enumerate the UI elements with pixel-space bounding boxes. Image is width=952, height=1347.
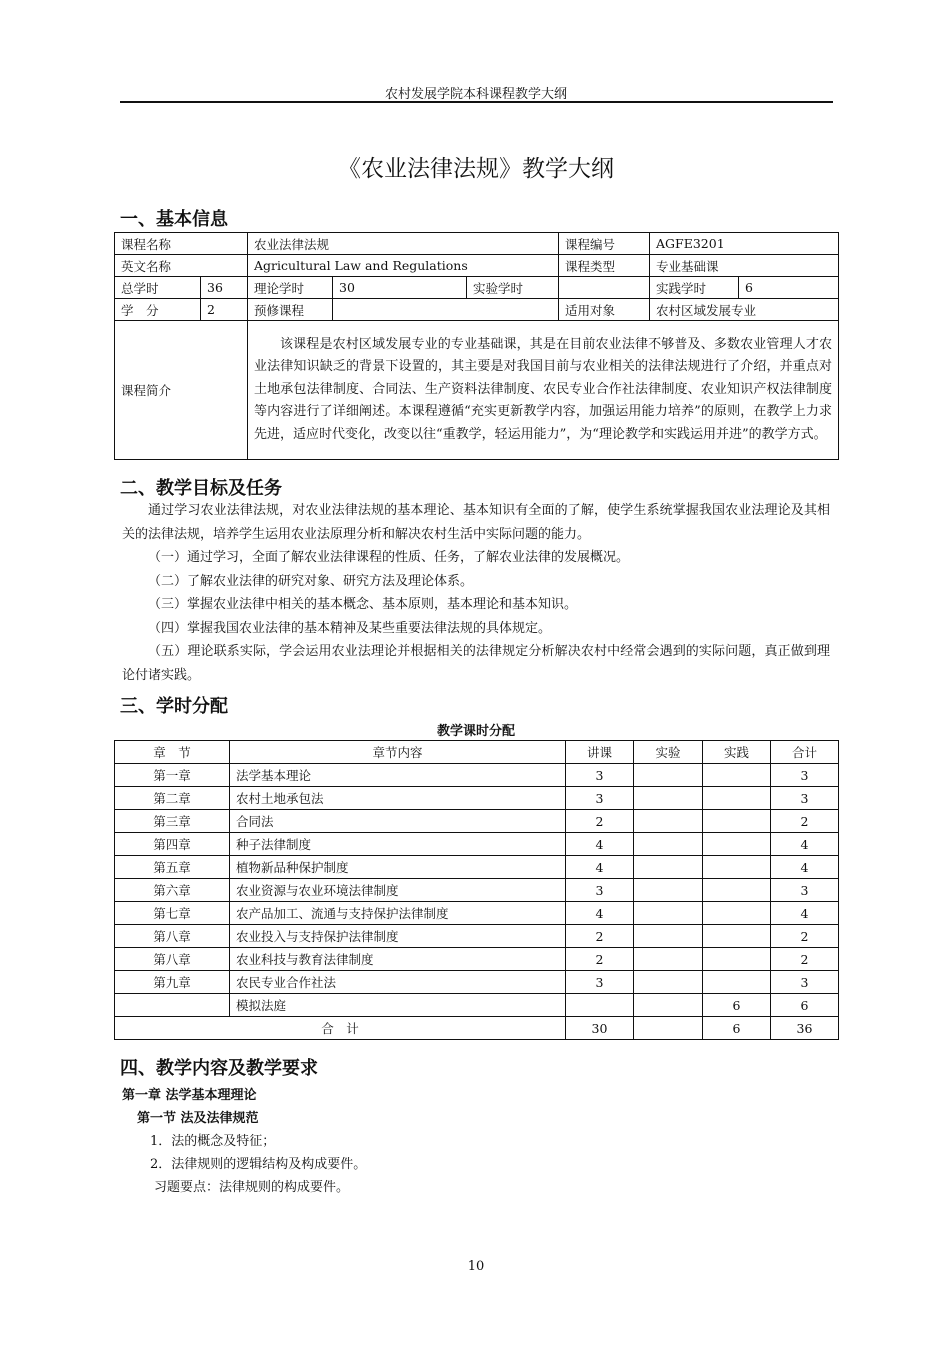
objective-item: （三）掌握农业法律中相关的基本概念、基本原则，基本理论和基本知识。	[148, 597, 578, 612]
content-cell: 农业资源与农业环境法律制度	[230, 879, 566, 902]
lab-cell	[634, 787, 703, 810]
chapter-cell: 第六章	[115, 879, 230, 902]
lecture-cell: 2	[566, 948, 634, 971]
total-cell: 4	[771, 856, 839, 879]
practice-cell	[703, 810, 771, 833]
prereq-value	[333, 299, 559, 321]
practice-cell	[703, 971, 771, 994]
table-row	[115, 994, 839, 1017]
content-cell: 农村土地承包法	[230, 787, 566, 810]
total-lecture-cell: 30	[566, 1017, 634, 1040]
objectives-block	[122, 499, 830, 687]
column-header-chapter: 章 节	[115, 741, 230, 764]
table-row	[115, 764, 839, 787]
section-heading-objectives: 二、教学目标及任务	[120, 478, 282, 499]
exercise-note: 习题要点：法律规则的构成要件。	[154, 1180, 350, 1195]
chapter-cell: 第三章	[115, 810, 230, 833]
content-cell: 合同法	[230, 810, 566, 833]
total-cell: 3	[771, 764, 839, 787]
lecture-cell: 2	[566, 925, 634, 948]
practice-cell	[703, 948, 771, 971]
lab-cell	[634, 948, 703, 971]
practice-cell	[703, 833, 771, 856]
chapter-cell: 第一章	[115, 764, 230, 787]
total-cell: 2	[771, 925, 839, 948]
table-row	[115, 277, 839, 299]
total-row-label: 合 计	[115, 1017, 566, 1040]
document-title: 《农业法律法规》教学大纲	[338, 156, 614, 182]
lab-cell	[634, 902, 703, 925]
total-cell: 4	[771, 833, 839, 856]
chapter-cell: 第八章	[115, 948, 230, 971]
chapter-cell: 第五章	[115, 856, 230, 879]
chapter-cell: 第七章	[115, 902, 230, 925]
content-cell: 植物新品种保护制度	[230, 856, 566, 879]
objective-item: （五）理论联系实际，学会运用农业法理论并根据相关的法律规定分析解决农村中经常会遇到的实际问题，真正做到理论付诸实践。	[122, 644, 830, 683]
total-cell: 6	[771, 994, 839, 1017]
chapter-cell: 第八章	[115, 925, 230, 948]
content-cell: 农业投入与支持保护法律制度	[230, 925, 566, 948]
lab-hours-value	[559, 277, 650, 299]
credits-value: 2	[201, 299, 248, 321]
content-cell: 种子法律制度	[230, 833, 566, 856]
lab-cell	[634, 833, 703, 856]
section-heading-content: 四、教学内容及教学要求	[120, 1058, 318, 1079]
content-item: 1．法的概念及特征；	[150, 1134, 276, 1149]
chapter-cell: 第九章	[115, 971, 230, 994]
lab-cell	[634, 879, 703, 902]
total-cell: 4	[771, 902, 839, 925]
intro-label: 课程简介	[115, 321, 248, 460]
lecture-cell: 2	[566, 810, 634, 833]
lab-cell	[634, 925, 703, 948]
total-cell: 2	[771, 810, 839, 833]
practice-cell	[703, 902, 771, 925]
total-hours-value: 36	[201, 277, 248, 299]
practice-hours-value: 6	[739, 277, 839, 299]
practice-cell	[703, 856, 771, 879]
column-header-lab: 实验	[634, 741, 703, 764]
audience-label: 适用对象	[559, 299, 650, 321]
table-row	[115, 299, 839, 321]
grand-total-cell: 36	[771, 1017, 839, 1040]
content-cell: 农民专业合作社法	[230, 971, 566, 994]
column-header-practice: 实践	[703, 741, 771, 764]
lecture-cell: 3	[566, 764, 634, 787]
content-cell: 农产品加工、流通与支持保护法律制度	[230, 902, 566, 925]
course-type-value: 专业基础课	[650, 255, 839, 277]
table-row	[115, 948, 839, 971]
page-header-title: 农村发展学院本科课程教学大纲	[384, 87, 567, 102]
total-cell: 2	[771, 948, 839, 971]
course-code-label: 课程编号	[559, 233, 650, 255]
table-row	[115, 321, 839, 460]
table-row	[115, 233, 839, 255]
lecture-cell: 3	[566, 971, 634, 994]
course-name-value: 农业法律法规	[248, 233, 559, 255]
lab-cell	[634, 856, 703, 879]
practice-cell	[703, 925, 771, 948]
lecture-cell	[566, 994, 634, 1017]
chapter-cell: 第四章	[115, 833, 230, 856]
lecture-cell: 4	[566, 833, 634, 856]
chapter-cell	[115, 994, 230, 1017]
content-item: 2．法律规则的逻辑结构及构成要件。	[150, 1157, 367, 1172]
lecture-cell: 4	[566, 902, 634, 925]
objective-item: （四）掌握我国农业法律的基本精神及某些重要法律法规的具体规定。	[148, 620, 552, 636]
course-type-label: 课程类型	[559, 255, 650, 277]
table-row	[115, 971, 839, 994]
total-cell: 3	[771, 879, 839, 902]
lab-cell	[634, 810, 703, 833]
practice-hours-label: 实践学时	[650, 277, 739, 299]
prereq-label: 预修课程	[248, 299, 333, 321]
lab-cell	[634, 764, 703, 787]
hours-table	[114, 740, 839, 1040]
content-cell: 法学基本理论	[230, 764, 566, 787]
lab-cell	[634, 971, 703, 994]
total-practice-cell: 6	[703, 1017, 771, 1040]
chapter-cell: 第二章	[115, 787, 230, 810]
course-name-label: 课程名称	[115, 233, 248, 255]
table-row	[115, 810, 839, 833]
content-cell: 农业科技与教育法律制度	[230, 948, 566, 971]
practice-cell	[703, 879, 771, 902]
column-header-content: 章节内容	[230, 741, 566, 764]
course-code-value: AGFE3201	[650, 233, 839, 255]
table-header-row	[115, 741, 839, 764]
section-heading-hours: 三、学时分配	[120, 696, 228, 717]
english-name-value: Agricultural Law and Regulations	[248, 255, 559, 277]
table-row	[115, 833, 839, 856]
column-header-lecture: 讲课	[566, 741, 634, 764]
section-heading-basic-info: 一、基本信息	[120, 209, 228, 230]
course-intro-text: 该课程是农村区域发展专业的专业基础课，其是在目前农业法律不够普及、多数农业管理人才农业法律知识缺乏的背景下设置的，其主要是对我国目前与农业相关的法律法规进行了介绍，并重点对土地承包法律制度、合同法、生产资料法律制度、农民专业合作社法律制度、农业知识产权法律制度等内容进行了详细阐述。本课程遵循“充实更新教学内容，加强运用能力培养”的原则，在教学上力求先进，适应时代变化，改变以往“重教学，轻运用能力”，为“理论教学和实践运用并进”的教学方式。	[248, 321, 839, 460]
hours-table-caption: 教学课时分配	[436, 724, 515, 739]
total-cell: 3	[771, 787, 839, 810]
practice-cell	[703, 787, 771, 810]
theory-hours-label: 理论学时	[248, 277, 333, 299]
credits-label: 学 分	[115, 299, 201, 321]
practice-cell	[703, 764, 771, 787]
basic-info-table	[114, 232, 839, 460]
total-cell: 3	[771, 971, 839, 994]
table-row	[115, 255, 839, 277]
lab-cell	[634, 994, 703, 1017]
page-number: 10	[467, 1259, 485, 1274]
lecture-cell: 3	[566, 879, 634, 902]
column-header-total: 合计	[771, 741, 839, 764]
table-row	[115, 902, 839, 925]
chapter-heading: 第一章 法学基本理理论	[122, 1088, 257, 1103]
objective-item: （一）通过学习，全面了解农业法律课程的性质、任务，了解农业法律的发展概况。	[148, 550, 630, 565]
objective-item: （二）了解农业法律的研究对象、研究方法及理论体系。	[148, 573, 474, 589]
content-cell: 模拟法庭	[230, 994, 566, 1017]
section-subheading: 第一节 法及法律规范	[137, 1111, 259, 1126]
table-row	[115, 879, 839, 902]
header-rule	[120, 101, 833, 103]
table-total-row	[115, 1017, 839, 1040]
practice-cell: 6	[703, 994, 771, 1017]
table-row	[115, 787, 839, 810]
lab-hours-label: 实验学时	[467, 277, 559, 299]
table-row	[115, 856, 839, 879]
lecture-cell: 3	[566, 787, 634, 810]
audience-value: 农村区域发展专业	[650, 299, 839, 321]
objectives-intro: 通过学习农业法律法规，对农业法律法规的基本理论、基本知识有全面的了解，使学生系统掌握我国农业法理论及其相关的法律法规，培养学生运用农业法原理分析和解决农村生活中实际问题的能力。	[122, 503, 830, 542]
total-lab-cell	[634, 1017, 703, 1040]
lecture-cell: 4	[566, 856, 634, 879]
table-row	[115, 925, 839, 948]
english-name-label: 英文名称	[115, 255, 248, 277]
total-hours-label: 总学时	[115, 277, 201, 299]
theory-hours-value: 30	[333, 277, 467, 299]
